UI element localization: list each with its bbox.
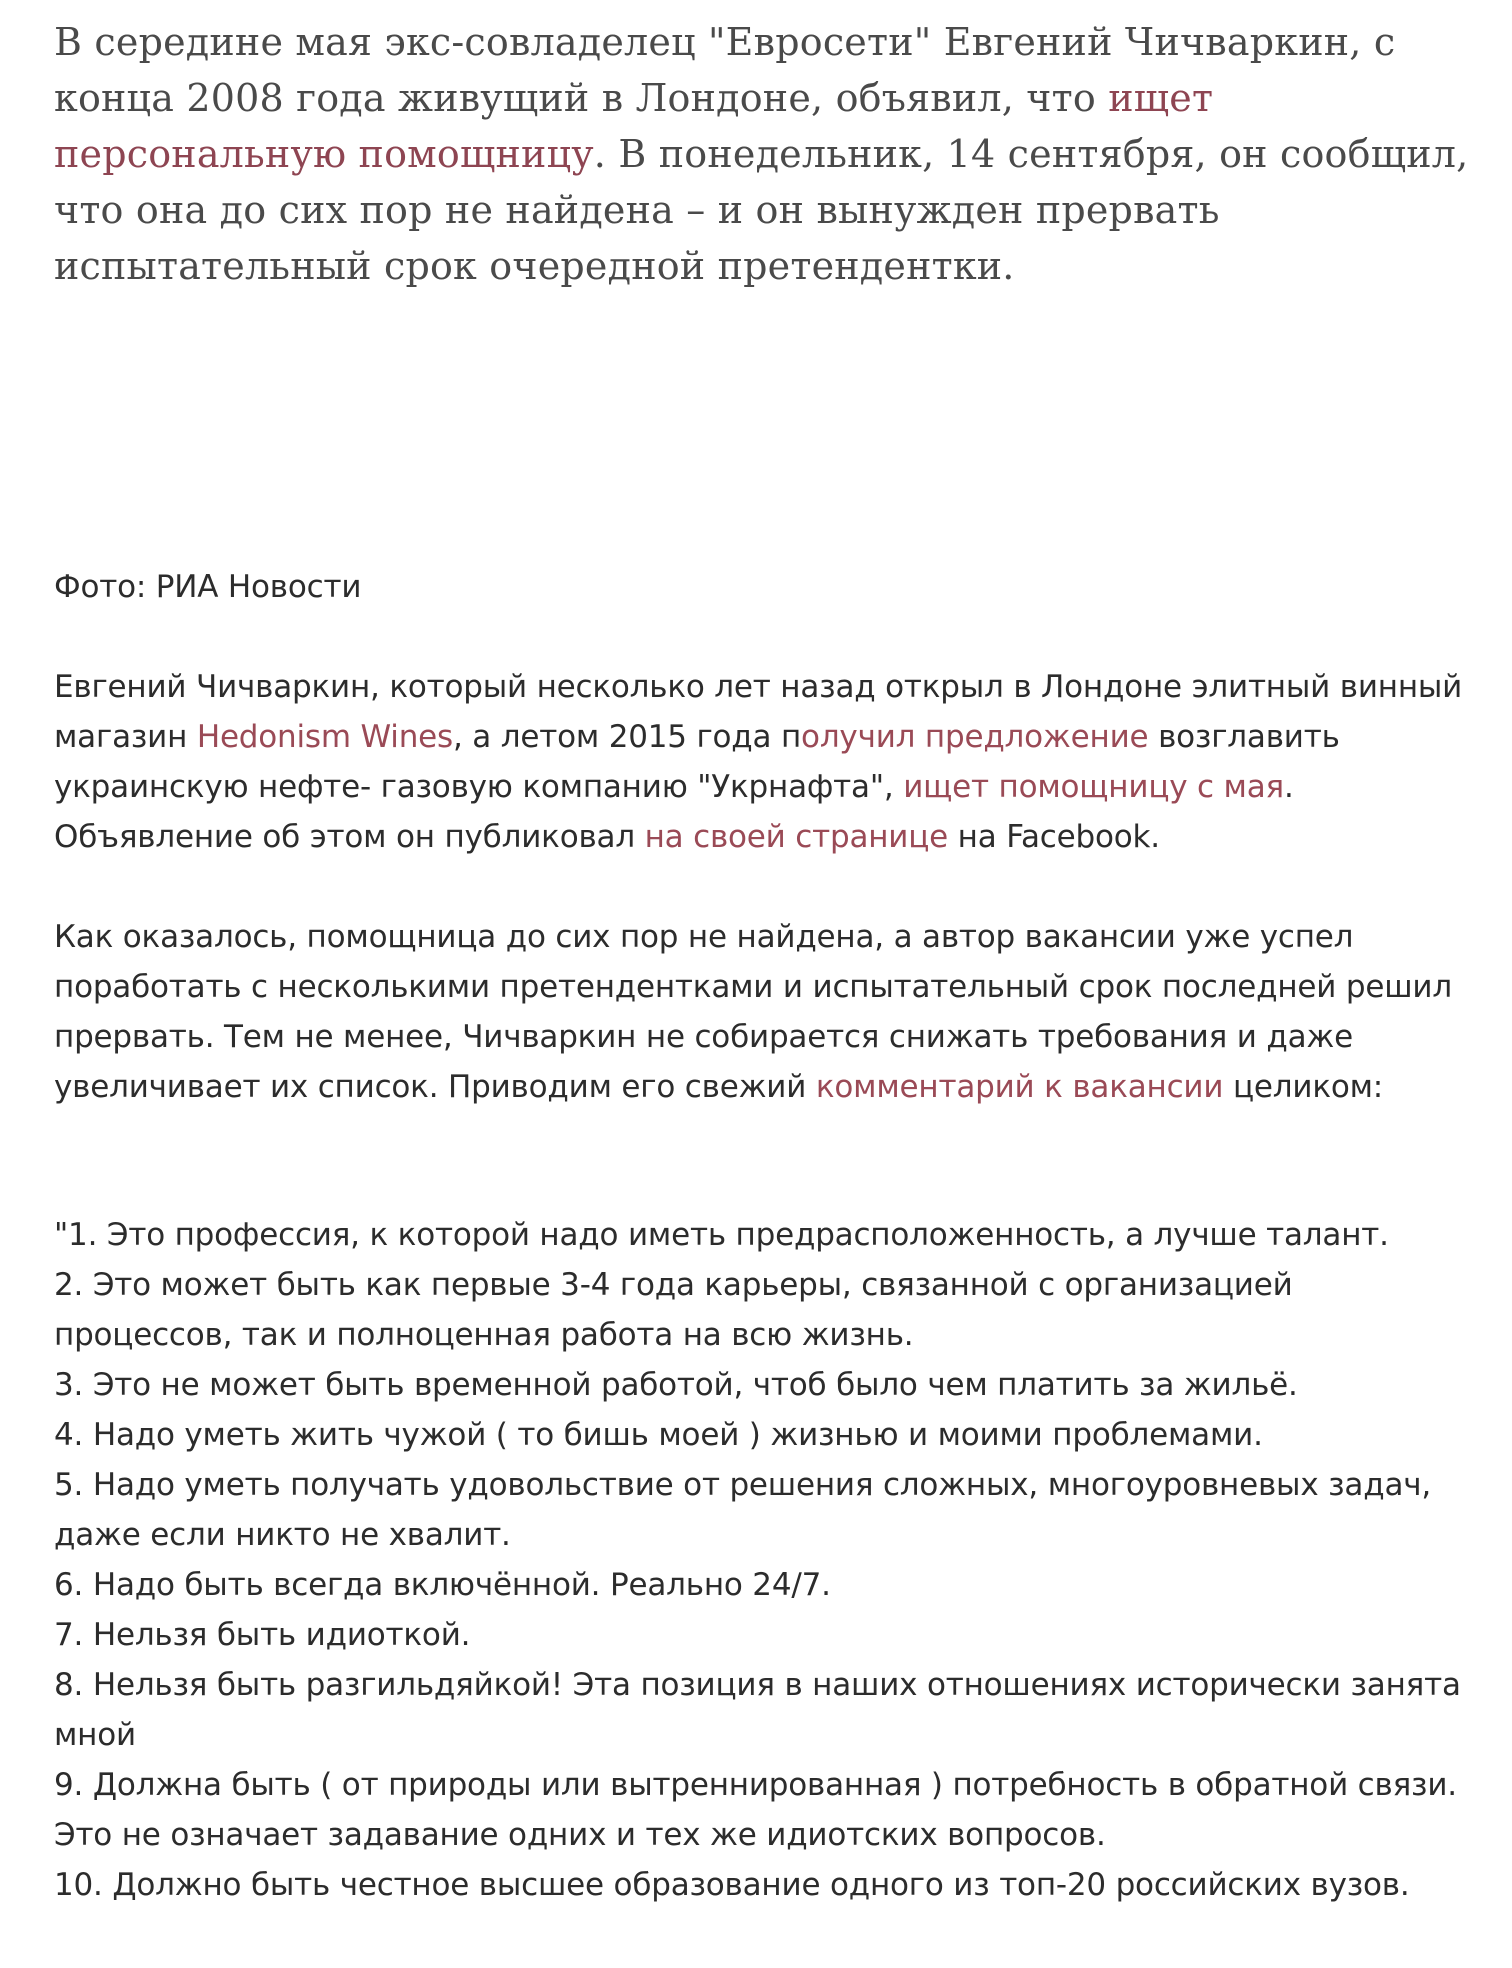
lead-text-1: В середине мая экс-совладелец "Евросети" Евгений Чичваркин, с конца 2008 года живущий в Лондоне, объявил, что <box>54 20 1396 120</box>
link-received-offer[interactable]: олучил предложение <box>801 719 1149 755</box>
list-item: 6. Надо быть всегда включённой. Реально 24/7. <box>54 1567 831 1603</box>
link-vacancy-comment[interactable]: комментарий к вакансии <box>815 1069 1224 1105</box>
lead-text-2: . В понедельник, 14 сентября, он сообщил, что она до сих пор не найдена – и он вынужден прервать испытательный срок очередной претендентки. <box>54 132 1469 288</box>
para2-text-1: Евгений Чичваркин, который несколько лет назад открыл в Лондоне элитный винный магазин <box>54 669 1463 755</box>
list-item: 9. Должна быть ( от природы или вытреннированная ) потребность в обратной связи. Это не означает задавание одних и тех же идиотских вопросов. <box>54 1767 1457 1853</box>
paragraph-status <box>54 912 1474 1112</box>
paragraph-intro <box>54 662 1474 862</box>
link-his-page[interactable]: на своей странице <box>644 819 949 855</box>
list-item: 7. Нельзя быть идиоткой. <box>54 1617 471 1653</box>
link-hedonism-wines[interactable]: Hedonism Wines <box>196 719 453 755</box>
list-item: 8. Нельзя быть разгильдяйкой! Эта позиция в наших отношениях исторически занята мной <box>54 1667 1461 1753</box>
lead-link-personal-assistant[interactable]: ищет персональную помощницу <box>54 76 1214 176</box>
para3-text-1: Как оказалось, помощница до сих пор не найдена, а автор вакансии уже успел поработать с несколькими претендентками и испытательный срок последней решил прервать. Тем не менее, Чичваркин не собирается снижать требования и даже увеличивает их список. Приводим его свежий <box>54 919 1452 1105</box>
photo-caption: Фото: РИА Новости <box>54 569 362 605</box>
requirements-list <box>54 1210 1474 1910</box>
article-lead <box>54 14 1474 294</box>
para2-text-2: , а летом 2015 года п <box>452 719 802 755</box>
link-looking-for-assistant[interactable]: ищет помощницу с мая <box>903 769 1284 805</box>
article <box>54 14 1474 1903</box>
list-item: 3. Это не может быть временной работой, чтоб было чем платить за жильё. <box>54 1367 1298 1403</box>
list-item: 5. Надо уметь получать удовольствие от решения сложных, многоуровневых задач, даже если никто не хвалит. <box>54 1467 1432 1553</box>
list-item: 4. Надо уметь жить чужой ( то бишь моей ) жизнью и моими проблемами. <box>54 1417 1263 1453</box>
para2-text-4: . Объявление об этом он публиковал <box>54 769 1294 855</box>
para2-text-5: на Facebook. <box>948 819 1160 855</box>
para3-text-2: целиком: <box>1223 1069 1384 1105</box>
para2-text-3: возглавить украинскую нефте- газовую компанию "Укрнафта", <box>54 719 1340 805</box>
list-item: 2. Это может быть как первые 3-4 года карьеры, связанной с организацией процессов, так и полноценная работа на всю жизнь. <box>54 1267 1293 1353</box>
list-item: 10. Должно быть честное высшее образование одного из топ-20 российских вузов. <box>54 1867 1410 1903</box>
list-item: "1. Это профессия, к которой надо иметь предрасположенность, а лучше талант. <box>54 1217 1389 1253</box>
